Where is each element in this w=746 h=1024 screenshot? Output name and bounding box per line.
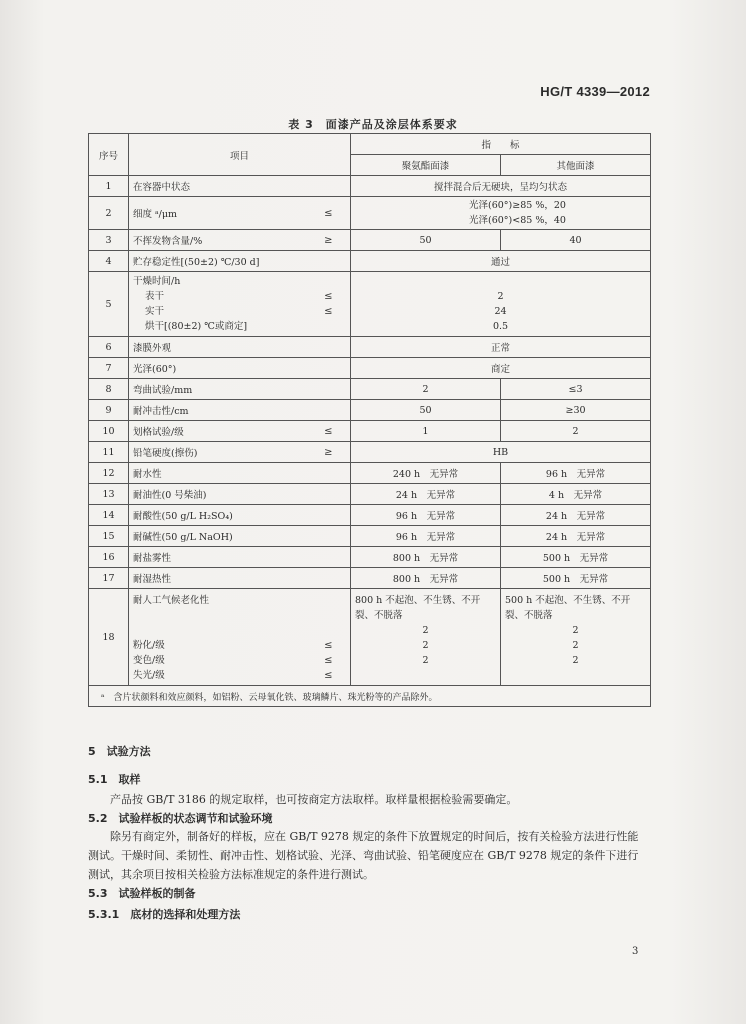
table-row: 14 耐酸性(50 g/L H₂SO₄) 96 h 无异常 24 h 无异常 <box>89 505 651 526</box>
table-row: 12 耐水性 240 h 无异常 96 h 无异常 <box>89 463 651 484</box>
table-row: 7 光泽(60°) 商定 <box>89 358 651 379</box>
section-5-2-heading: 5.2 试验样板的状态调节和试验环境 <box>88 812 273 825</box>
table-row: 1 在容器中状态 搅拌混合后无硬块，呈均匀状态 <box>89 176 651 197</box>
document-code: HG/T 4339—2012 <box>540 84 650 99</box>
header-polyurethane: 聚氨酯面漆 <box>351 155 501 176</box>
table-row: 6 漆膜外观 正常 <box>89 337 651 358</box>
table-row: 9 耐冲击性/cm 50 ≥30 <box>89 400 651 421</box>
table-row: 17 耐湿热性 800 h 无异常 500 h 无异常 <box>89 568 651 589</box>
page-number: 3 <box>632 946 639 957</box>
table-note-row <box>89 686 651 707</box>
header-item: 项目 <box>129 134 351 176</box>
section-5-heading: 5 试验方法 <box>88 745 151 758</box>
table-row: 3 不挥发物含量/% ≥ 50 40 <box>89 230 651 251</box>
table-row: 15 耐碱性(50 g/L NaOH) 96 h 无异常 24 h 无异常 <box>89 526 651 547</box>
section-5-3-heading: 5.3 试验样板的制备 <box>88 887 196 900</box>
table-title: 表 3 面漆产品及涂层体系要求 <box>288 118 458 131</box>
table-row: 10 划格试验/级 ≤ 1 2 <box>89 421 651 442</box>
table-row: 18 耐人工气候老化性 粉化/级 变色/级 失光/级 ≤ ≤ ≤ 800 h 不起泡、不生锈、不开裂、不脱落 2 2 2 500 h 不起泡、不生锈、不开裂、不脱落 2 2 2 <box>89 589 651 686</box>
section-5-2-paragraph: 除另有商定外，制备好的样板，应在 GB/T 9278 规定的条件下放置规定的时间后，按有关检验方法进行性能测试。干燥时间、柔韧性、耐冲击性、划格试验、光泽、弯曲试验、铅笔硬度应在 GB/T 9278 规定的条件下进行测试，其余项目按相关检验方法标准规定的条件进行测试。 <box>88 830 639 881</box>
table-row: 13 耐油性(0 号柴油) 24 h 无异常 4 h 无异常 <box>89 484 651 505</box>
header-other: 其他面漆 <box>501 155 651 176</box>
table-row: 4 贮存稳定性[(50±2) ℃/30 d] 通过 <box>89 251 651 272</box>
header-no: 序号 <box>89 134 129 176</box>
table-row: 8 弯曲试验/mm 2 ≤3 <box>89 379 651 400</box>
table-row: 2 细度 ᵃ/μm ≤ 光泽(60°)≥85 %，20 光泽(60°)<85 %，40 <box>89 197 651 230</box>
section-5-1-heading: 5.1 取样 <box>88 773 141 786</box>
requirements-table <box>88 133 651 707</box>
header-indicator: 指 标 <box>351 134 651 155</box>
section-5-1-paragraph: 产品按 GB/T 3186 的规定取样，也可按商定方法取样。取样量根据检验需要确定。 <box>110 793 518 806</box>
table-row: 11 铅笔硬度(擦伤) ≥ HB <box>89 442 651 463</box>
table-footnote: ᵃ 含片状颜料和效应颜料，如铝粉、云母氧化铁、玻璃鳞片、珠光粉等的产品除外。 <box>89 686 651 707</box>
table-row: 16 耐盐雾性 800 h 无异常 500 h 无异常 <box>89 547 651 568</box>
table-row: 5 干燥时间/h 表干 实干 烘干[(80±2) ℃或商定] ≤ ≤ 2 24 0.5 <box>89 272 651 337</box>
section-5-3-1-heading: 5.3.1 底材的选择和处理方法 <box>88 908 241 921</box>
